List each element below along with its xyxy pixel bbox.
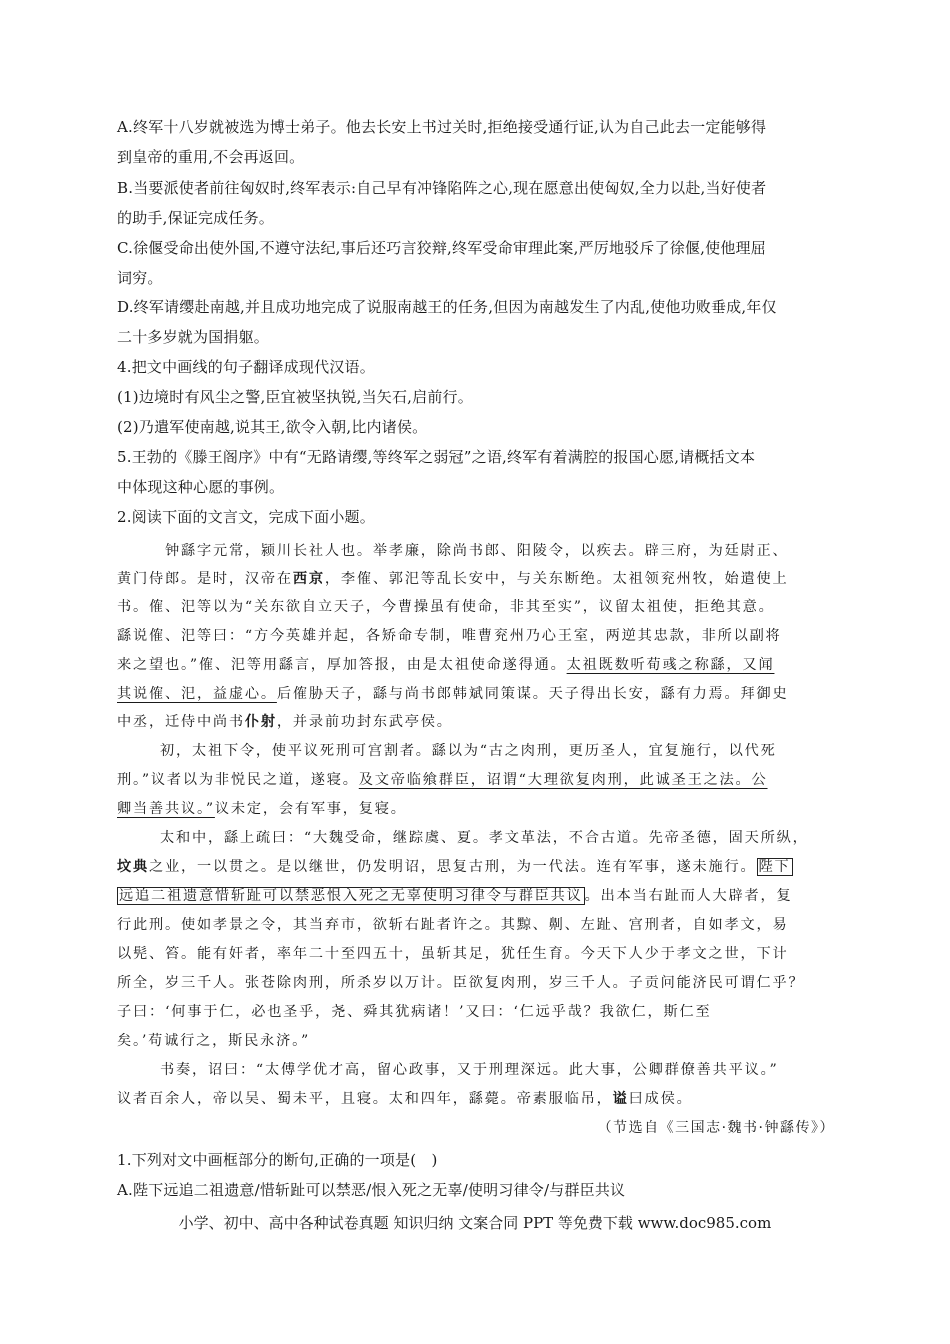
passage-text: 中丞，迁侍中尚书 [117, 714, 245, 730]
passage-line [117, 857, 837, 877]
boxed-text: 陛下 [758, 859, 791, 875]
passage-line: 子曰：‘何事于仁，必也圣乎，尧、舜其犹病诸！’又曰：‘仁远乎哉？我欲仁，斯仁至 [117, 1004, 712, 1020]
passage-line: 矣。’苟诚行之，斯民永济。” [117, 1033, 311, 1049]
passage-line: 书。傕、汜等以为“关东欲自立天子，今曹操虽有使命，非其至实”，议留太祖使，拒绝其意。 [117, 599, 775, 615]
passage-line: 钟繇字元常，颍川长社人也。举孝廉，除尚书郎、阳陵令，以疾去。辟三府，为廷尉正、 [165, 543, 789, 559]
passage-text: 黄门侍郎。是时，汉帝在 [117, 571, 293, 587]
passage-text: ，并录前功封东武亭侯。 [276, 714, 453, 730]
option-c-line1: C.徐偃受命出使外国,不遵守法纪,事后还巧言狡辩,终军受命审理此案,严厉地驳斥了徐偃,使他理屈 [117, 239, 766, 257]
underlined-sentence: 卿当善共议。” [117, 801, 215, 817]
passage-line: 太和中，繇上疏曰：“大魏受命，继踪虞、夏。孝文革法，不合古道。先帝圣德，固天所纵， [160, 830, 809, 846]
footer-banner: 小学、初中、高中各种试卷真题 知识归纳 文案合同 PPT 等免费下载 www.doc985.com [178, 1214, 772, 1232]
underlined-sentence: 太祖既数听荀彧之称繇，又闻 [566, 657, 775, 673]
boxed-text: 远追二祖遗意惜斩趾可以禁恶恨入死之无辜使明习律令与群臣共议 [119, 888, 583, 904]
passage-line: 繇说傕、汜等曰：“方今英雄并起，各矫命专制，唯曹兖州乃心王室，两逆其忠款，非所以副将 [117, 628, 782, 644]
option-a-line2: 到皇帝的重用,不会再返回。 [117, 148, 305, 166]
passage-text: 。出本当右趾而人大辟者，复 [584, 888, 793, 904]
passage-text: 议未定，会有军事，复寝。 [214, 801, 407, 817]
passage-text: 曰成侯。 [628, 1091, 693, 1107]
passage-line [117, 770, 837, 790]
bold-term: 谥 [612, 1091, 629, 1107]
passage-text: 后傕胁天子，繇与尚书郎韩斌同策谋。天子得出长安，繇有力焉。拜御史 [276, 686, 789, 702]
question-4-item-2: (2)乃遣军使南越,说其王,欲令入朝,比内诸侯。 [117, 418, 428, 436]
question-5-line2: 中体现这种心愿的事例。 [117, 478, 285, 496]
option-c-line2: 词穷。 [117, 269, 163, 287]
passage-line: 初，太祖下令，使平议死刑可宫割者。繇以为“古之肉刑，更历圣人，宜复施行，以代死 [160, 743, 777, 759]
passage-source: （节选自《三国志·魏书·钟繇传》） [597, 1120, 835, 1136]
passage-line: 书奏，诏曰：“太傅学优才高，留心政事，又于刑理深远。此大事，公卿群僚善共平议。” [160, 1062, 779, 1078]
question-5-line1: 5.王勃的《滕王阁序》中有“无路请缨,等终军之弱冠”之语,终军有着满腔的报国心愿,请概括文本 [117, 448, 756, 466]
passage-line [117, 712, 837, 732]
passage-line [117, 1089, 837, 1109]
passage-line: 行此刑。使如孝景之令，其当弃市，欲斩右趾者许之。其黥、劓、左趾、宫刑者，自如孝文，易 [117, 917, 789, 933]
passage-line [117, 569, 837, 589]
bold-term: 仆射 [244, 714, 277, 730]
passage-line [117, 799, 837, 819]
passage-text: ，李傕、郭汜等乱长安中，与关东断绝。太祖领兖州牧，始遣使上 [324, 571, 789, 587]
section-2-heading: 2.阅读下面的文言文，完成下面小题。 [117, 508, 375, 526]
passage-text: 之业，一以贯之。是以继世，仍发明诏，思复古刑，为一代法。连有军事，遂未施行。 [148, 859, 757, 875]
passage-line: 以髡、笞。能有奸者，率年二十至四五十，虽斩其足，犹任生育。今天下人少于孝文之世，下计 [117, 946, 789, 962]
passage-text: 来之望也。”傕、汜等用繇言，厚加答报，由是太祖使命遂得通。 [117, 657, 567, 673]
underlined-sentence: 及文帝临飨群臣，诏谓“大理欲复肉刑，此诚圣王之法。公 [358, 772, 768, 788]
option-a-line1: A.终军十八岁就被选为博士弟子。他去长安上书过关时,拒绝接受通行证,认为自己此去一定能够得 [117, 118, 767, 136]
option-d-line2: 二十多岁就为国捐躯。 [117, 328, 270, 346]
passage-line: 所全，岁三千人。张苍除肉刑，所杀岁以万计。臣欲复肉刑，岁三千人。子贡问能济民可谓仁乎？ [117, 975, 805, 991]
passage-line [117, 655, 837, 675]
option-b-line2: 的助手,保证完成任务。 [117, 209, 274, 227]
passage-text: 刑。”议者以为非悦民之道，遂寝。 [117, 772, 359, 788]
option-b-line1: B.当要派使者前往匈奴时,终军表示:自己早有冲锋陷阵之心,现在愿意出使匈奴,全力以赴,当好使者 [117, 179, 767, 197]
passage-line [117, 886, 837, 906]
bold-term: 坟典 [117, 859, 149, 875]
option-d-line1: D.终军请缨赴南越,并且成功地完成了说服南越王的任务,但因为南越发生了内乱,使他功败垂成,年仅 [117, 298, 777, 316]
question-1-option-a: A.陛下远追二祖遗意/惜斩趾可以禁恶/恨入死之无辜/使明习律令/与群臣共议 [117, 1181, 626, 1199]
passage-text: 议者百余人，帝以吴、蜀未平，且寝。太和四年，繇薨。帝素服临吊， [117, 1091, 613, 1107]
question-4-item-1: (1)边境时有风尘之警,臣宜被坚执锐,当矢石,启前行。 [117, 388, 473, 406]
question-1: 1.下列对文中画框部分的断句,正确的一项是( ) [117, 1151, 438, 1169]
bold-term: 西京 [292, 571, 325, 587]
passage-line [117, 684, 837, 704]
question-4: 4.把文中画线的句子翻译成现代汉语。 [117, 358, 375, 376]
underlined-sentence: 其说傕、汜，益虚心。 [117, 686, 277, 702]
